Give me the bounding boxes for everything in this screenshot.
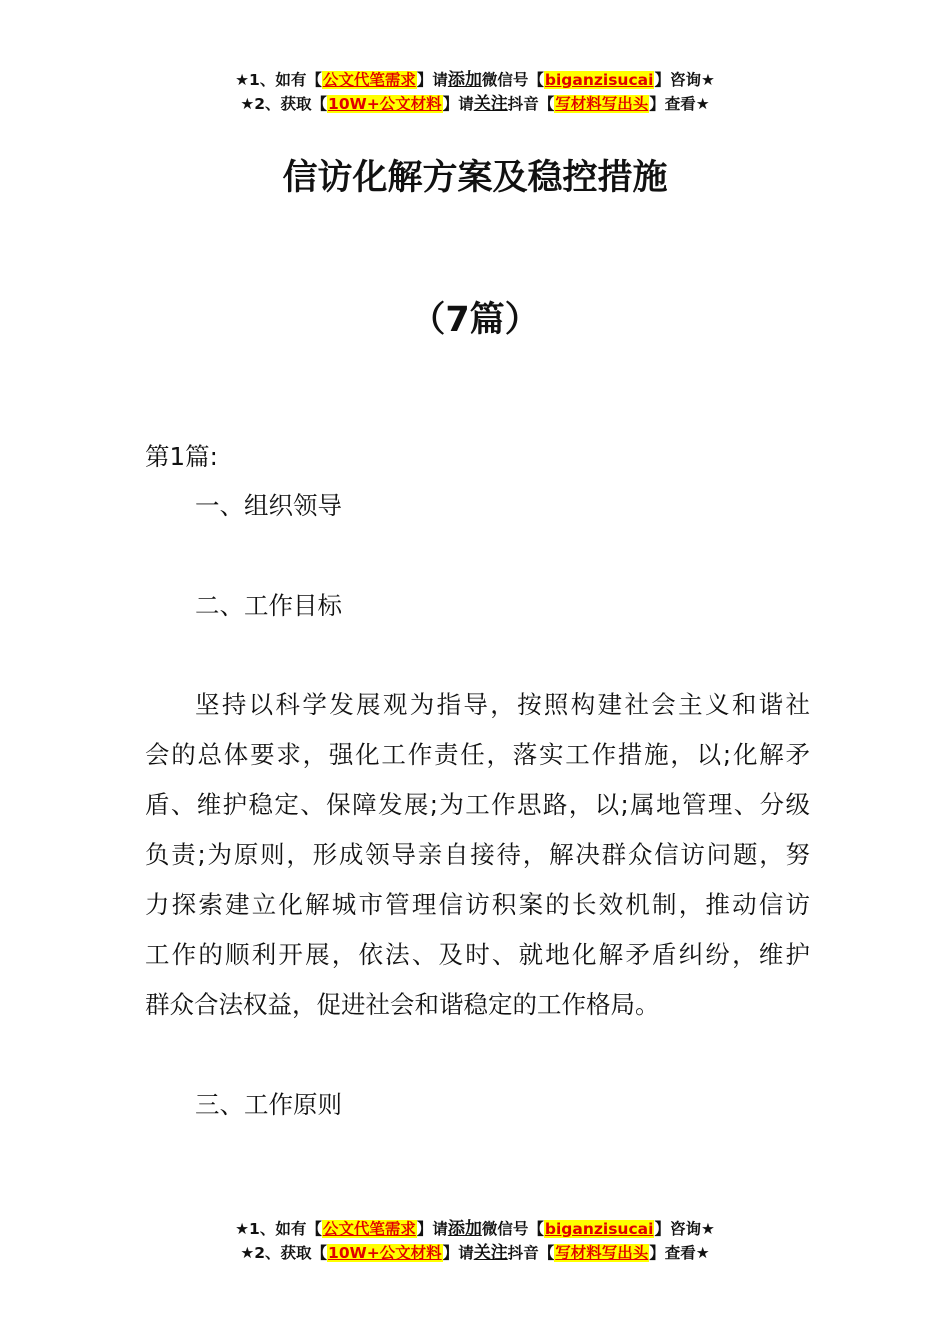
promo-wechat-id: biganzisucai [544, 1220, 654, 1238]
section-heading-1: 一、组织领导 [195, 491, 342, 520]
promo-highlight: 10W+公文材料 [328, 1244, 442, 1262]
section-heading-2: 二、工作目标 [195, 591, 342, 620]
paragraph-line: 力探索建立化解城市管理信访积案的长效机制，推动信访 [145, 890, 810, 919]
promo-banner-bottom [0, 1217, 950, 1265]
promo-line-1: ★1、如有【公文代笔需求】请添加微信号【biganzisucai】咨询★ [235, 70, 715, 90]
promo-line-1: ★1、如有【公文代笔需求】请添加微信号【biganzisucai】咨询★ [235, 1219, 715, 1239]
promo-highlight: 公文代笔需求 [322, 71, 416, 89]
section-heading-3: 三、工作原则 [195, 1090, 342, 1119]
promo-wechat-id: biganzisucai [544, 71, 654, 89]
paragraph-line: 负责;为原则，形成领导亲自接待，解决群众信访问题，努 [145, 840, 810, 869]
promo-highlight: 公文代笔需求 [322, 1220, 416, 1238]
paragraph-line: 会的总体要求，强化工作责任，落实工作措施，以;化解矛 [145, 740, 810, 769]
body-paragraph [145, 680, 810, 1030]
promo-banner-top [0, 68, 950, 116]
promo-douyin-id: 写材料写出头 [555, 1244, 649, 1262]
paragraph-line: 工作的顺利开展，依法、及时、就地化解矛盾纠纷，维护 [145, 940, 810, 969]
document-title: 信访化解方案及稳控措施 [282, 158, 668, 198]
paragraph-line: 盾、维护稳定、保障发展;为工作思路，以;属地管理、分级 [145, 790, 810, 819]
promo-douyin-id: 写材料写出头 [555, 95, 649, 113]
promo-line-2: ★2、获取【10W+公文材料】请关注抖音【写材料写出头】查看★ [240, 1243, 710, 1263]
promo-highlight: 10W+公文材料 [328, 95, 442, 113]
part-label: 第1篇: [145, 442, 218, 471]
promo-line-2: ★2、获取【10W+公文材料】请关注抖音【写材料写出头】查看★ [240, 94, 710, 114]
paragraph-line: 群众合法权益，促进社会和谐稳定的工作格局。 [145, 990, 660, 1019]
document-subtitle: （7篇） [410, 300, 540, 340]
paragraph-line: 坚持以科学发展观为指导，按照构建社会主义和谐社 [195, 690, 810, 719]
